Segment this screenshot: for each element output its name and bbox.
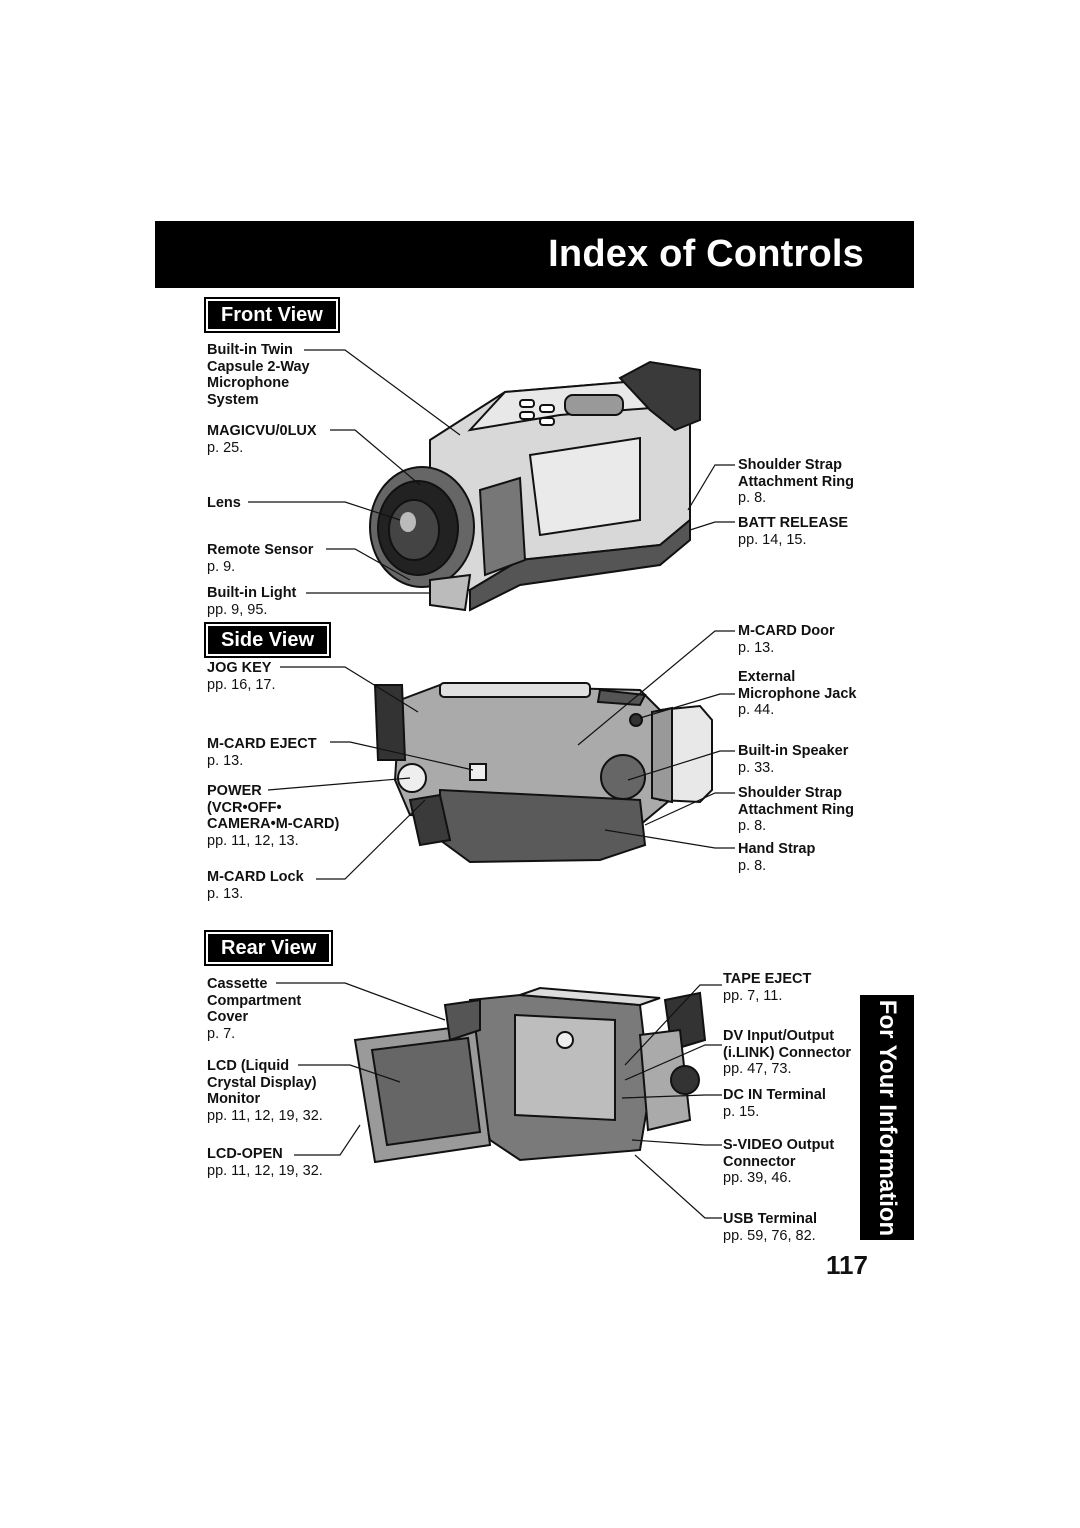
label-line: Compartment — [207, 992, 302, 1009]
label-magicvu-0lux — [207, 423, 317, 456]
label-jog-key — [207, 660, 276, 693]
page-reference: pp. 39, 46. — [723, 1170, 792, 1186]
label-line: JOG KEY — [207, 660, 272, 676]
label-external-mic-jack — [738, 669, 856, 719]
label-line: Built-in Speaker — [738, 743, 849, 759]
label-line: Shoulder Strap — [738, 785, 842, 801]
page-reference: pp. 11, 12, 19, 32. — [207, 1107, 323, 1124]
label-dv-connector — [723, 1028, 851, 1078]
label-line: Built-in Twin — [207, 342, 293, 358]
label-line: Microphone — [207, 375, 290, 391]
label-line: M-CARD Door — [738, 623, 835, 639]
label-line: BATT RELEASE — [738, 515, 849, 531]
label-line: System — [207, 391, 259, 408]
label-built-in-light — [207, 585, 296, 618]
page-title: Index of Controls — [548, 233, 864, 275]
side-camcorder-drawing — [375, 683, 712, 862]
label-line: LCD (Liquid — [207, 1058, 290, 1074]
label-tape-eject — [723, 971, 811, 1004]
label-hand-strap — [738, 841, 815, 874]
page-reference: p. 13. — [207, 752, 244, 769]
label-remote-sensor — [207, 542, 313, 575]
label-lcd-monitor — [207, 1058, 323, 1124]
label-line: Monitor — [207, 1091, 261, 1107]
label-built-in-speaker — [738, 743, 848, 776]
page-reference: pp. 59, 76, 82. — [723, 1227, 816, 1244]
page-reference: pp. 11, 12, 13. — [207, 832, 299, 849]
label-line: TAPE EJECT — [723, 971, 812, 987]
label-shoulder-strap-ring-side — [738, 785, 854, 835]
label-line: Hand Strap — [738, 841, 816, 857]
label-line: Crystal Display) — [207, 1074, 317, 1091]
label-line: LCD-OPEN — [207, 1146, 283, 1162]
label-line: MAGICVU/0LUX — [207, 423, 317, 439]
label-line: Shoulder Strap — [738, 457, 842, 473]
page-reference: p. 25. — [207, 439, 244, 456]
page-reference: p. 8. — [738, 490, 767, 506]
front-camcorder-drawing — [370, 362, 700, 610]
page-reference: pp. 9, 95. — [207, 601, 268, 618]
page-reference: pp. 7, 11. — [723, 987, 783, 1004]
label-power-switch — [207, 783, 339, 849]
side-view-heading: Side View — [208, 626, 327, 654]
page-reference: p. 9. — [207, 558, 236, 575]
label-line: Cover — [207, 1009, 249, 1025]
label-m-card-lock — [207, 869, 304, 902]
side-tab-label: For Your Information — [874, 999, 901, 1236]
label-line: Lens — [207, 495, 241, 511]
label-line: Capsule 2-Way — [207, 358, 310, 375]
label-line: Connector — [723, 1153, 796, 1170]
label-line: (VCR•OFF• — [207, 799, 282, 816]
label-line: POWER — [207, 783, 262, 799]
page-number: 117 — [826, 1250, 868, 1280]
label-line: CAMERA•M-CARD) — [207, 816, 340, 832]
page-reference: pp. 11, 12, 19, 32. — [207, 1162, 323, 1179]
rear-view-heading: Rear View — [208, 934, 329, 962]
label-line: Built-in Light — [207, 585, 297, 601]
rear-camcorder-drawing — [355, 988, 705, 1162]
page-reference: p. 13. — [207, 885, 244, 902]
label-line: M-CARD Lock — [207, 869, 304, 885]
page-reference: p. 8. — [738, 857, 767, 874]
page-reference: p. 8. — [738, 818, 767, 834]
label-line: DC IN Terminal — [723, 1087, 826, 1103]
section-side-tab — [860, 995, 914, 1240]
page-reference: pp. 47, 73. — [723, 1061, 792, 1077]
label-cassette-cover — [207, 976, 301, 1042]
label-line: Cassette — [207, 976, 268, 992]
label-line: S-VIDEO Output — [723, 1137, 835, 1153]
label-shoulder-strap-ring-front — [738, 457, 854, 507]
label-m-card-eject — [207, 736, 317, 769]
page-reference: p. 44. — [738, 702, 775, 718]
label-dc-in-terminal — [723, 1087, 826, 1120]
label-line: Attachment Ring — [738, 473, 854, 490]
page-reference: p. 33. — [738, 759, 775, 776]
label-line: USB Terminal — [723, 1211, 818, 1227]
front-view-heading: Front View — [208, 301, 336, 329]
label-line: Remote Sensor — [207, 542, 314, 558]
label-line: External — [738, 669, 796, 685]
label-built-in-twin-microphone — [207, 342, 310, 408]
page-reference: pp. 16, 17. — [207, 676, 276, 693]
label-usb-terminal — [723, 1211, 817, 1244]
label-m-card-door — [738, 623, 835, 656]
label-batt-release — [738, 515, 848, 548]
label-line: (i.LINK) Connector — [723, 1044, 852, 1061]
label-lens — [207, 495, 241, 512]
label-s-video-connector — [723, 1137, 834, 1187]
label-line: M-CARD EJECT — [207, 736, 317, 752]
page-reference: p. 15. — [723, 1103, 760, 1120]
page-reference: pp. 14, 15. — [738, 531, 807, 548]
page-reference: p. 13. — [738, 639, 775, 656]
label-line: Attachment Ring — [738, 801, 854, 818]
label-line: DV Input/Output — [723, 1028, 835, 1044]
page-reference: p. 7. — [207, 1025, 236, 1042]
label-line: Microphone Jack — [738, 685, 857, 702]
label-lcd-open — [207, 1146, 323, 1179]
